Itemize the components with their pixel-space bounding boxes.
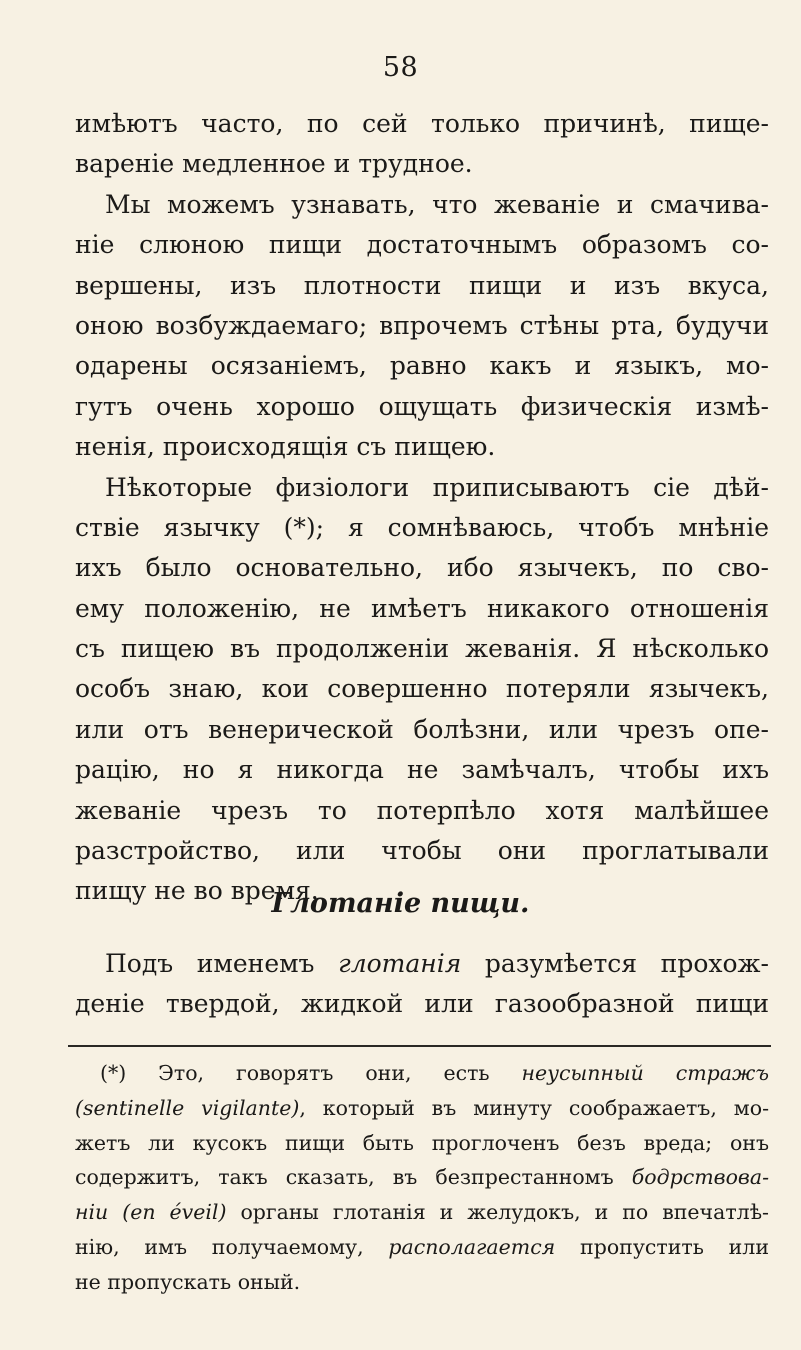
text-line: или отъ венерической болѣзни, или чрезъ опе- <box>75 714 769 744</box>
text-line: Нѣкоторые физіологи приписываютъ сіе дѣй- <box>105 472 769 502</box>
text-line: вареніе медленное и трудное. <box>75 149 473 179</box>
footnote-line: содержитъ, такъ сказать, въ безпрестанномъ бодрствова- <box>75 1165 769 1190</box>
text-line: деніе твердой, жидкой или газообразной пищи <box>75 989 769 1019</box>
text-line: одарены осязаніемъ, равно какъ и языкъ, мо- <box>75 351 769 381</box>
footnote-line: нію, имъ получаемому, располагается пропустить или <box>75 1234 769 1259</box>
footnote-line: ніи (en éveil) органы глотанія и желудокъ, и по впечатлѣ- <box>75 1200 769 1225</box>
text-line: особъ знаю, кои совершенно потеряли язычекъ, <box>75 674 769 704</box>
footnote-divider <box>68 1045 771 1047</box>
text-line: оною возбуждаемаго; впрочемъ стѣны рта, будучи <box>75 310 769 340</box>
page-number: 58 <box>382 52 419 83</box>
footnote-line: (*) Это, говорятъ они, есть неусыпный стражъ <box>100 1061 769 1085</box>
text-line: ніе слюною пищи достаточнымъ образомъ со- <box>75 230 769 260</box>
main-text <box>75 104 769 912</box>
text-line: ихъ было основательно, ибо язычекъ, по сво- <box>75 553 769 583</box>
section-heading: Глотаніе пищи. <box>271 888 530 919</box>
footnote-line: (sentinelle vigilante), который въ минуту соображаетъ, мо- <box>75 1095 769 1120</box>
text-line: рацію, но я никогда не замѣчалъ, чтобы ихъ <box>75 755 769 785</box>
text-line: гутъ очень хорошо ощущать физическія измѣ- <box>75 391 769 421</box>
text-line: разстройство, или чтобы они проглатывали <box>75 836 769 866</box>
text-line: съ пищею въ продолженіи жеванія. Я нѣсколько <box>75 634 769 664</box>
main-text-continued <box>75 944 769 1025</box>
text-line: ствіе язычку (*); я сомнѣваюсь, чтобъ мнѣніе <box>75 512 769 542</box>
text-line: вершены, изъ плотности пищи и изъ вкуса, <box>75 270 769 300</box>
footnote-line: не пропускать оный. <box>75 1269 301 1294</box>
text-line: имѣютъ часто, по сей только причинѣ, пище- <box>75 109 769 138</box>
text-line: Подъ именемъ глотанія разумѣется прохож- <box>105 949 769 978</box>
text-line: ненія, происходящія съ пищею. <box>75 432 496 462</box>
footnote-line: жетъ ли кусокъ пищи быть проглоченъ безъ вреда; онъ <box>75 1130 769 1155</box>
text-line: ему положенію, не имѣетъ никакого отношенія <box>75 593 769 623</box>
text-line: Мы можемъ узнавать, что жеваніе и смачива- <box>105 189 769 219</box>
footnote <box>75 1056 769 1300</box>
text-line: жеваніе чрезъ то потерпѣло хотя малѣйшее <box>75 795 769 825</box>
text-line: пищу не во время. <box>75 876 319 906</box>
